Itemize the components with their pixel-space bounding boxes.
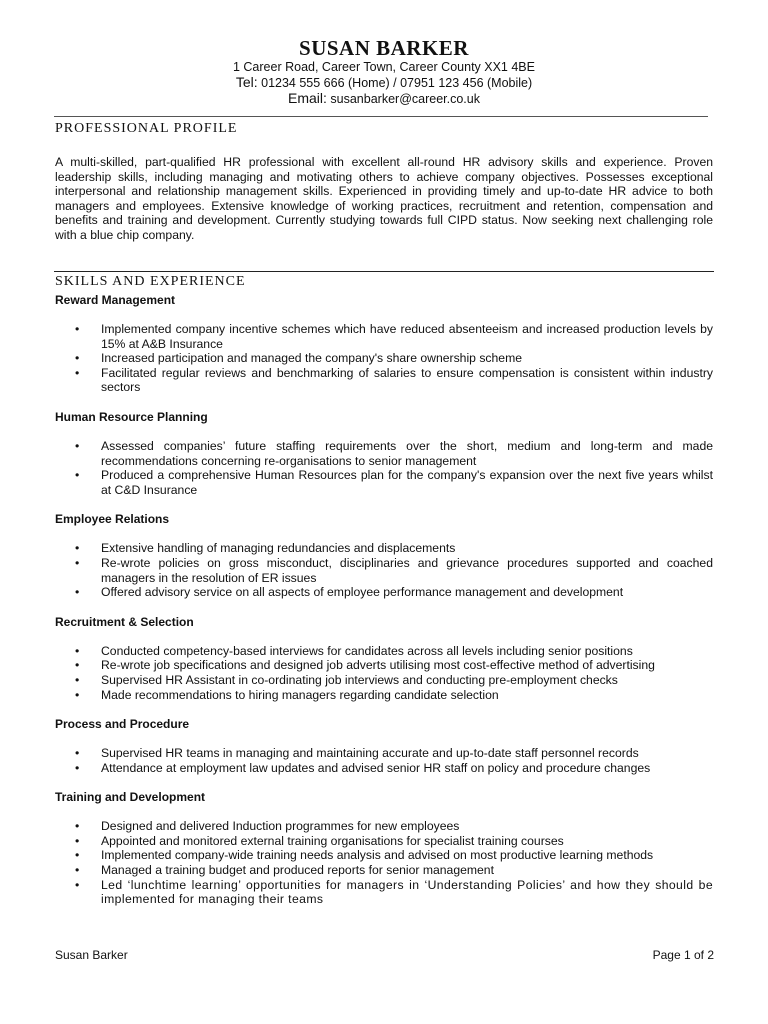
footer-name: Susan Barker xyxy=(55,948,128,962)
recruitment-list xyxy=(55,644,713,702)
skills-divider xyxy=(54,271,714,272)
tel-label: Tel: xyxy=(235,74,258,90)
list-item: • Implemented company incentive schemes which have reduced absenteeism and increased production levels by 15% at A&B Insurance xyxy=(75,322,713,351)
skills-content xyxy=(55,293,713,907)
list-item: • Re-wrote job specifications and designed job adverts utilising most cost-effective method of advertising xyxy=(75,658,655,673)
group-heading-hr-planning: Human Resource Planning xyxy=(55,409,208,424)
bullet-icon: • xyxy=(75,863,80,878)
bullet-icon: • xyxy=(75,877,80,892)
list-item: • Implemented company-wide training needs analysis and advised on most productive learning methods xyxy=(75,848,654,863)
list-item: • Managed a training budget and produced reports for senior management xyxy=(75,863,494,878)
list-item: • Offered advisory service on all aspects of employee performance management and development xyxy=(75,585,624,600)
bullet-icon: • xyxy=(75,687,80,702)
email-line xyxy=(0,90,768,106)
bullet-icon: • xyxy=(75,760,80,775)
list-item: • Led ‘lunchtime learning’ opportunities for managers in ‘Understanding Policies’ and how they should be implemented for managing their teams xyxy=(75,877,713,907)
list-item: • Re-wrote policies on gross misconduct, disciplinaries and grievance procedures supported and coached managers in the resolution of ER issues xyxy=(75,555,713,585)
bullet-icon: • xyxy=(75,746,80,761)
page-number: Page 1 of 2 xyxy=(652,948,714,962)
profile-section-title: PROFESSIONAL PROFILE xyxy=(55,121,238,136)
list-item: • Supervised HR teams in managing and maintaining accurate and up-to-date staff personnel records xyxy=(75,746,639,761)
group-heading-employee-relations: Employee Relations xyxy=(55,512,170,527)
list-item: • Facilitated regular reviews and benchmarking of salaries to ensure compensation is consistent within industry sectors xyxy=(75,365,713,395)
list-item: • Attendance at employment law updates and advised senior HR staff on policy and procedure changes xyxy=(75,760,651,775)
bullet-icon: • xyxy=(75,438,80,453)
list-item: • Extensive handling of managing redundancies and displacements xyxy=(75,541,456,556)
telephone-line xyxy=(0,74,768,90)
bullet-icon: • xyxy=(75,541,80,556)
skills-section-title: SKILLS AND EXPERIENCE xyxy=(55,274,246,289)
hr-planning-list xyxy=(55,439,713,497)
list-item: • Produced a comprehensive Human Resources plan for the company's expansion over the next five years whilst at C&D Insurance xyxy=(75,468,713,497)
bullet-icon: • xyxy=(75,658,80,673)
group-heading-recruitment: Recruitment & Selection xyxy=(55,614,194,629)
bullet-icon: • xyxy=(75,819,80,834)
list-item: • Made recommendations to hiring managers regarding candidate selection xyxy=(75,687,499,702)
training-list xyxy=(55,819,713,907)
header-divider xyxy=(54,116,708,117)
bullet-icon: • xyxy=(75,322,80,336)
reward-list xyxy=(55,322,713,395)
bullet-icon: • xyxy=(75,643,80,658)
bullet-icon: • xyxy=(75,468,80,483)
list-item: • Designed and delivered Induction programmes for new employees xyxy=(75,819,460,834)
bullet-icon: • xyxy=(75,833,80,848)
bullet-icon: • xyxy=(75,672,80,687)
list-item: • Increased participation and managed the company's share ownership scheme xyxy=(75,351,523,366)
process-list xyxy=(55,746,713,775)
profile-text: A multi-skilled, part-qualified HR professional with excellent all-round HR advisory skills and experience. Proven leadership skills, including managing and motivating others to achieve company objectives. Possesses exceptional interpersonal and relationship management skills. Experienced in providing timely and up-to-date HR advice to both managers and employees. Extensive knowledge of working practices, recruitment and retention, compensation and benefits and training and development. Currently studying towards full CIPD status. Now seeking next challenging role with a blue chip company. xyxy=(55,155,713,242)
candidate-name: SUSAN BARKER xyxy=(299,36,469,60)
bullet-icon: • xyxy=(75,585,80,600)
group-heading-reward: Reward Management xyxy=(55,293,176,307)
email-label: Email: xyxy=(288,90,327,106)
bullet-icon: • xyxy=(75,365,80,380)
bullet-icon: • xyxy=(75,848,80,863)
list-item: • Appointed and monitored external training organisations for specialist training courses xyxy=(75,833,564,848)
employee-relations-list xyxy=(55,541,713,599)
group-heading-process: Process and Procedure xyxy=(55,717,190,732)
address-line: 1 Career Road, Career Town, Career County XX1 4BE xyxy=(232,60,535,74)
bullet-icon: • xyxy=(75,351,80,366)
tel-value: 01234 555 666 (Home) / 07951 123 456 (Mobile) xyxy=(261,76,533,90)
email-value[interactable]: susanbarker@career.co.uk xyxy=(330,92,480,106)
group-heading-training: Training and Development xyxy=(55,790,206,805)
list-item: • Assessed companies’ future staffing requirements over the short, medium and long-term and made recommendations concerning re-organisations to senior management xyxy=(75,438,713,468)
list-item: • Conducted competency-based interviews for candidates across all levels including senior positions xyxy=(75,643,633,658)
list-item: • Supervised HR Assistant in co-ordinating job interviews and conducting pre-employment checks xyxy=(75,672,618,687)
bullet-icon: • xyxy=(75,555,80,570)
